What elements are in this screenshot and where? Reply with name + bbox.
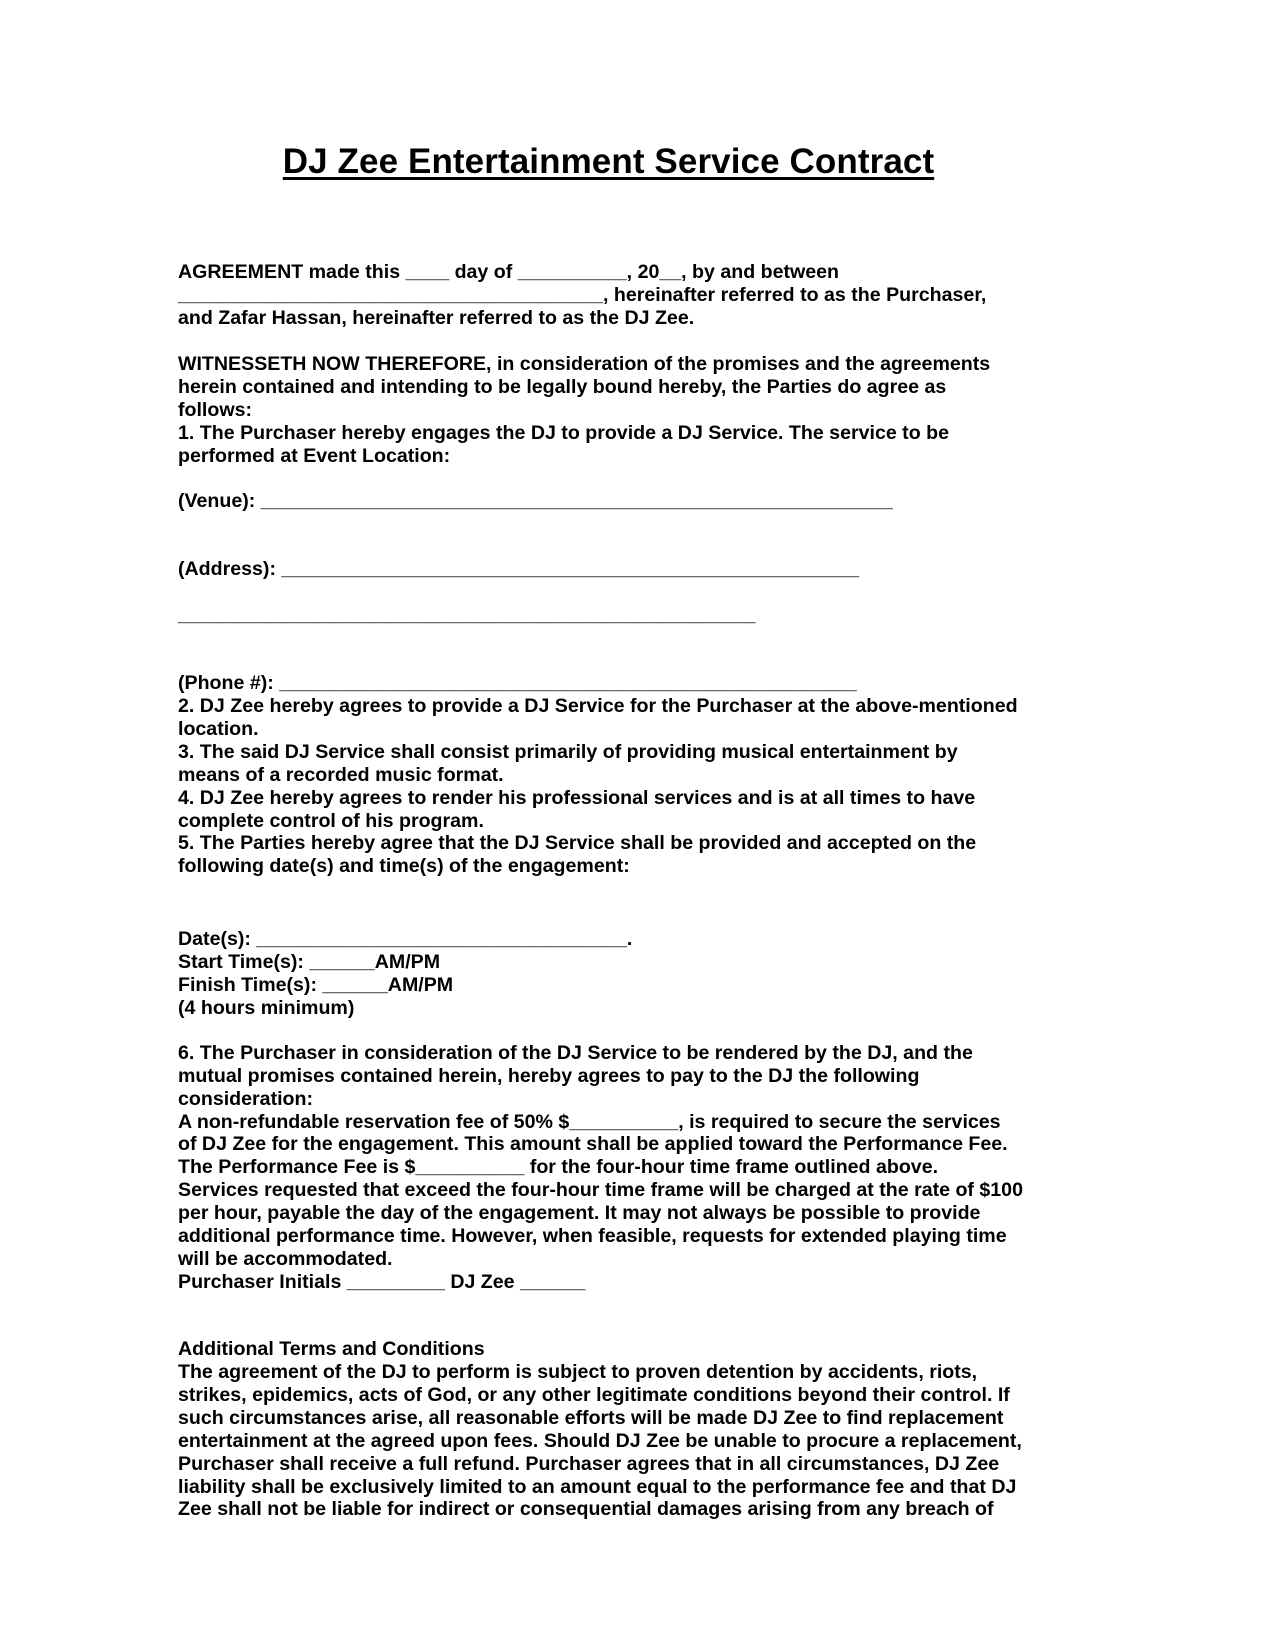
body-line: per hour, payable the day of the engagement. It may not always be possible to provide — [178, 1202, 981, 1224]
body-line: such circumstances arise, all reasonable efforts will be made DJ Zee to find replacement — [178, 1407, 1004, 1429]
body-line: 1. The Purchaser hereby engages the DJ to provide a DJ Service. The service to be — [178, 422, 949, 444]
body-line: follows: — [178, 399, 253, 421]
body-line: mutual promises contained herein, hereby agrees to pay to the DJ the following — [178, 1065, 920, 1087]
body-line: 6. The Purchaser in consideration of the DJ Service to be rendered by the DJ, and the — [178, 1042, 973, 1064]
body-line: location. — [178, 718, 259, 740]
document-title-text: DJ Zee Entertainment Service Contract — [282, 142, 935, 181]
body-line: (Phone #): _____________________________________________________ — [178, 672, 857, 694]
body-line: liability shall be exclusively limited to an amount equal to the performance fee and that DJ — [178, 1476, 1017, 1498]
body-line: Finish Time(s): ______AM/PM — [178, 974, 454, 996]
body-line: 4. DJ Zee hereby agrees to render his professional services and is at all times to have — [178, 787, 976, 809]
body-line: entertainment at the agreed upon fees. Should DJ Zee be unable to procure a replacement, — [178, 1430, 1022, 1452]
body-line: AGREEMENT made this ____ day of __________, 20__, by and between — [178, 261, 840, 283]
body-line: means of a recorded music format. — [178, 764, 504, 786]
body-line: strikes, epidemics, acts of God, or any other legitimate conditions beyond their control. If — [178, 1384, 1010, 1406]
body-line: additional performance time. However, when feasible, requests for extended playing time — [178, 1225, 1007, 1247]
body-line: 2. DJ Zee hereby agrees to provide a DJ Service for the Purchaser at the above-mentioned — [178, 695, 1018, 717]
body-line: Additional Terms and Conditions — [178, 1338, 485, 1360]
body-line: of DJ Zee for the engagement. This amount shall be applied toward the Performance Fee. — [178, 1133, 1008, 1155]
body-line: Services requested that exceed the four-hour time frame will be charged at the rate of $100 — [178, 1179, 1023, 1201]
body-line: following date(s) and time(s) of the engagement: — [178, 855, 630, 877]
body-line: _____________________________________________________ — [178, 604, 756, 626]
body-line: 5. The Parties hereby agree that the DJ Service shall be provided and accepted on the — [178, 832, 977, 854]
body-line: 3. The said DJ Service shall consist primarily of providing musical entertainment by — [178, 741, 958, 763]
body-line: The Performance Fee is $__________ for the four-hour time frame outlined above. — [178, 1156, 939, 1178]
document-title — [0, 142, 1275, 182]
body-line: Zee shall not be liable for indirect or consequential damages arising from any breach of — [178, 1498, 994, 1520]
body-line: Date(s): __________________________________. — [178, 928, 633, 950]
body-line: consideration: — [178, 1088, 313, 1110]
body-line: WITNESSETH NOW THEREFORE, in consideration of the promises and the agreements — [178, 353, 991, 375]
body-line: (4 hours minimum) — [178, 997, 355, 1019]
body-line: Purchaser shall receive a full refund. Purchaser agrees that in all circumstances, DJ Zee — [178, 1453, 1000, 1475]
body-line: (Address): _____________________________________________________ — [178, 558, 859, 580]
body-line: herein contained and intending to be legally bound hereby, the Parties do agree as — [178, 376, 947, 398]
body-line: complete control of his program. — [178, 810, 484, 832]
body-line: Start Time(s): ______AM/PM — [178, 951, 441, 973]
body-line: _______________________________________, hereinafter referred to as the Purchaser, — [178, 284, 987, 306]
body-line: A non-refundable reservation fee of 50% $__________, is required to secure the services — [178, 1111, 1001, 1133]
body-line: (Venue): __________________________________________________________ — [178, 490, 893, 512]
body-line: performed at Event Location: — [178, 445, 451, 467]
body-line: and Zafar Hassan, hereinafter referred to as the DJ Zee. — [178, 307, 695, 329]
body-line: The agreement of the DJ to perform is subject to proven detention by accidents, riots, — [178, 1361, 978, 1383]
body-line: will be accommodated. — [178, 1248, 393, 1270]
body-line: Purchaser Initials _________ DJ Zee ______ — [178, 1271, 586, 1293]
